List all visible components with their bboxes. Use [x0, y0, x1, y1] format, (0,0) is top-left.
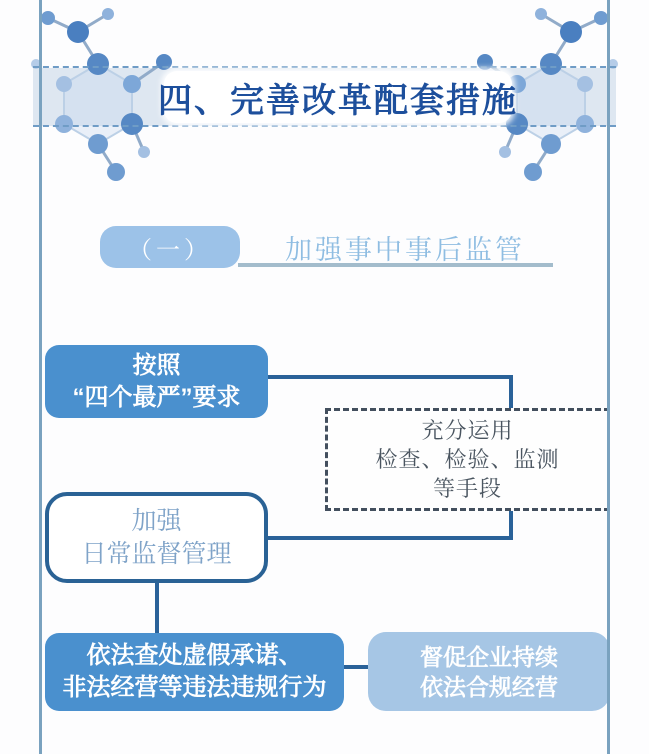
methods-box-line3: 等手段 — [432, 476, 502, 501]
supervision-box-line1: 加强 — [131, 506, 182, 535]
page-frame-left-line — [39, 0, 42, 754]
compliance-box-line1: 督促企业持续 — [420, 643, 558, 670]
banner-dashed-border-bottom — [33, 125, 616, 127]
enforcement-box-line1: 依法查处虚假承诺、 — [86, 642, 303, 669]
section-number-pill — [100, 226, 240, 268]
connector-supervision-down — [155, 582, 159, 634]
enforcement-box-line2: 非法经营等违法违规行为 — [62, 674, 327, 701]
compliance-box-line2: 依法合规经营 — [420, 673, 558, 700]
section-title: 加强事中事后监管 — [285, 235, 525, 265]
methods-dashed-box — [325, 408, 610, 511]
enforcement-box — [45, 633, 344, 711]
methods-box-line2: 检查、检验、监测 — [375, 447, 560, 472]
connector-requirement-right — [265, 375, 513, 379]
supervision-box — [45, 492, 268, 583]
requirement-box-line1: 按照 — [132, 351, 181, 379]
compliance-box — [368, 632, 610, 711]
requirement-box — [45, 345, 268, 418]
page-frame-right-line — [607, 0, 610, 754]
banner-dashed-border-top — [33, 66, 616, 68]
connector-enforcement-compliance — [342, 665, 370, 669]
supervision-box-line2: 日常监督管理 — [81, 539, 232, 568]
connector-supervision-right — [265, 536, 513, 540]
title-banner — [158, 71, 518, 123]
requirement-box-line2: “四个最严”要求 — [72, 383, 241, 411]
page-title: 四、完善改革配套措施 — [158, 81, 518, 120]
section-number: （一） — [128, 236, 212, 264]
methods-box-line1: 充分运用 — [421, 418, 514, 443]
